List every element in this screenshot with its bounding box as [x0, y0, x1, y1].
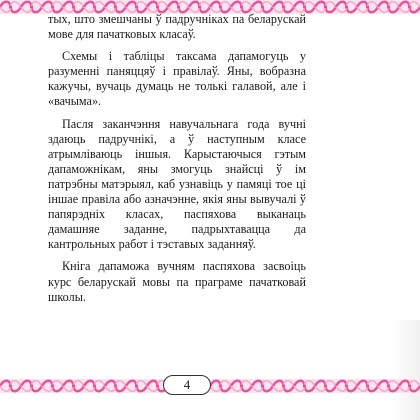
page-body-text	[48, 12, 306, 312]
paragraph-4: Кніга дапаможа вучням паспяхова засвоіць курс беларускай мовы па праграме пачатковай школы.	[48, 259, 306, 304]
paragraph-3: Пасля заканчэння навучальнага года вучні здаюць падручнікі, а ў наступным класе атрымліваюць іншыя. Карыстаючыся гэтым дапаможнікам, яны змогуць знайсці ў ім патрэбны матэрыял, каб узнавіць у памяці тое ці іншае правіла або азначэнне, якія яны вывучалі ў папярэдніх класах, паспяхова выканаць дамашняе заданне, падрыхтавацца да кантрольных работ і тэставых заданняў.	[48, 116, 306, 252]
page-number: 4	[183, 377, 191, 392]
page-edge-shadow	[392, 320, 420, 420]
paragraph-1: тых, што змешчаны ў падручніках па беларускай мове для пачатковых класаў.	[48, 12, 306, 42]
paragraph-2: Схемы і табліцы таксама дапамогуць у разуменні паняццяў і правілаў. Яны, вобразна кажучы, вучаць думаць не толькі галавой, але і «вачыма».	[48, 49, 306, 109]
page-number-frame	[163, 375, 211, 395]
